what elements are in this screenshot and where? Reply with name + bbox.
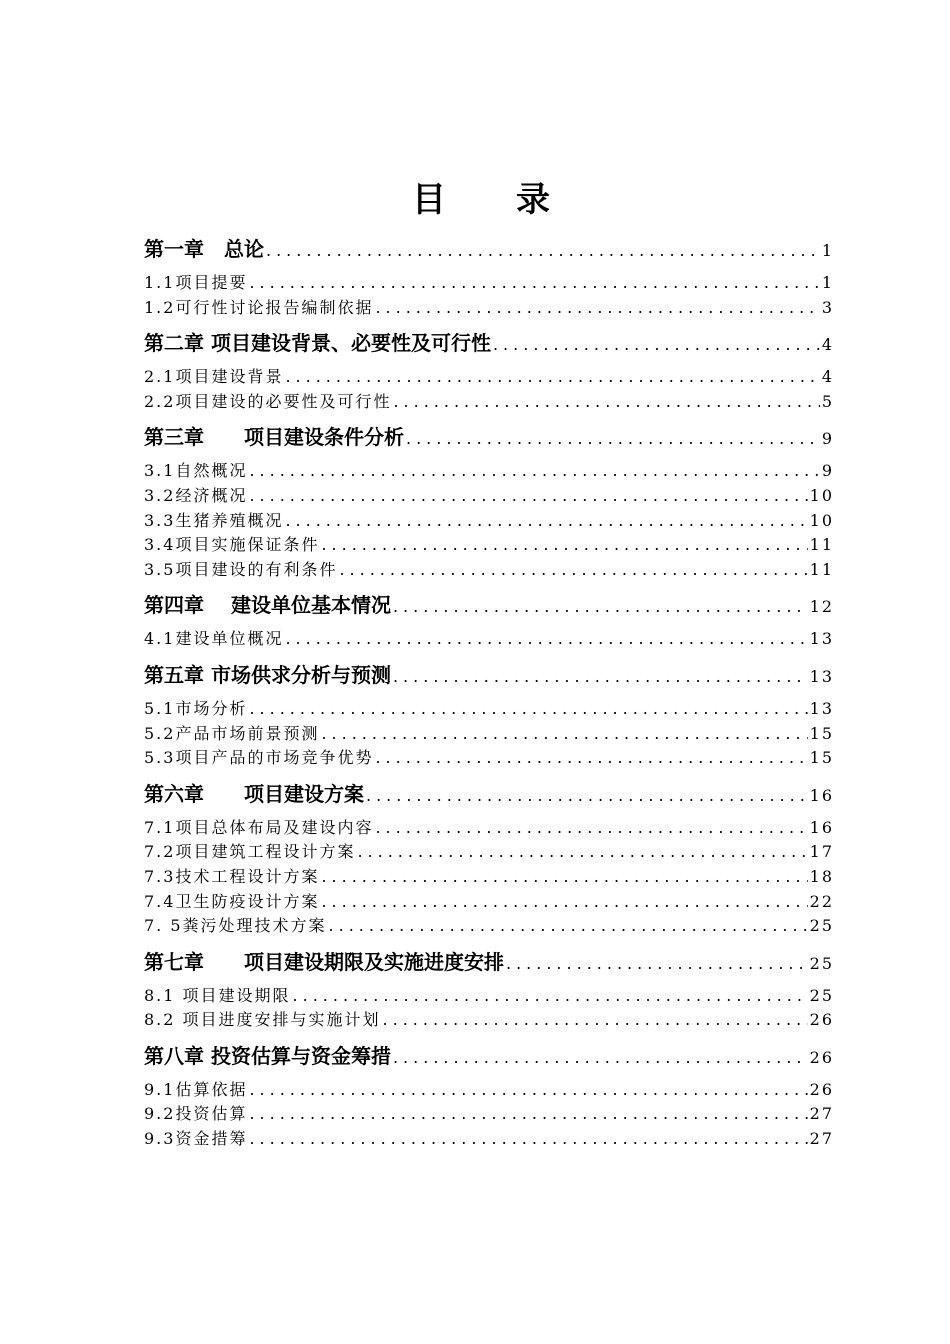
toc-page-number: 17 <box>809 842 834 862</box>
toc-page-number: 27 <box>809 1129 834 1149</box>
toc-page-number: 26 <box>809 1010 834 1030</box>
toc-entry-text: 3.1自然概况 <box>144 461 248 481</box>
toc-entry-text: 第四章 建设单位基本情况 <box>144 593 391 618</box>
toc-page-number: 9 <box>821 429 834 449</box>
dot-leader <box>357 840 807 865</box>
dot-leader <box>321 865 807 890</box>
toc-entry-text: 5.2产品市场前景预测 <box>144 723 320 743</box>
toc-section-entry[interactable] <box>144 459 834 484</box>
dot-leader <box>321 722 807 747</box>
toc-entry-text: 8.2 项目进度安排与实施计划 <box>144 1010 381 1030</box>
toc-section-entry[interactable] <box>144 840 834 865</box>
toc-entry-text: 7.1项目总体布局及建设内容 <box>144 817 374 837</box>
dot-leader <box>249 1127 807 1152</box>
toc-page-number: 26 <box>809 1079 834 1099</box>
dot-leader <box>285 627 807 652</box>
dot-leader <box>249 1102 807 1127</box>
toc-entry-text: 第八章 投资估算与资金筹措 <box>144 1043 391 1068</box>
dot-leader <box>249 271 819 296</box>
dot-leader <box>375 816 807 841</box>
toc-entry-text: 3.3生猪养殖概况 <box>144 510 284 530</box>
dot-leader <box>393 664 808 690</box>
dot-leader <box>249 1078 807 1103</box>
toc-page-number: 3 <box>821 297 834 317</box>
toc-section-entry[interactable] <box>144 984 834 1009</box>
toc-page-number: 9 <box>821 461 834 481</box>
toc-page-number: 13 <box>809 629 834 649</box>
toc-section-entry[interactable] <box>144 390 834 415</box>
toc-page-number: 15 <box>809 748 834 768</box>
toc-section-entry[interactable] <box>144 509 834 534</box>
dot-leader <box>266 238 820 264</box>
toc-entry-text: 第六章 项目建设方案 <box>144 781 364 806</box>
dot-leader <box>366 783 808 809</box>
toc-chapter-entry[interactable] <box>144 781 834 807</box>
toc-section-entry[interactable] <box>144 1008 834 1033</box>
toc-page-number: 15 <box>809 723 834 743</box>
toc-page-number: 22 <box>809 891 834 911</box>
dot-leader <box>285 509 807 534</box>
dot-leader <box>506 951 808 977</box>
toc-page-number: 11 <box>809 559 834 579</box>
toc-entry-text: 第三章 项目建设条件分析 <box>144 425 404 450</box>
toc-entry-text: 第七章 项目建设期限及实施进度安排 <box>144 949 504 974</box>
dot-leader <box>493 332 820 358</box>
toc-entry-text: 7. 5粪污处理技术方案 <box>144 916 327 936</box>
dot-leader <box>406 426 820 452</box>
toc-entry-text: 5.3项目产品的市场竞争优势 <box>144 748 374 768</box>
toc-section-entry[interactable] <box>144 558 834 583</box>
toc-page-number: 11 <box>809 535 834 555</box>
toc-page-number: 25 <box>809 953 834 973</box>
toc-entry-text: 第二章 项目建设背景、必要性及可行性 <box>144 331 491 356</box>
dot-leader <box>285 365 819 390</box>
toc-page-number: 16 <box>809 785 834 805</box>
toc-page-number: 4 <box>821 367 834 387</box>
toc-page-number: 1 <box>821 241 834 260</box>
dot-leader <box>339 558 807 583</box>
dot-leader <box>321 533 807 558</box>
toc-chapter-entry[interactable] <box>144 424 834 450</box>
dot-leader <box>249 459 819 484</box>
toc-entry-text: 第一章 总论 <box>144 237 264 261</box>
dot-leader <box>393 390 819 415</box>
dot-leader <box>393 1045 808 1071</box>
toc-section-entry[interactable] <box>144 296 834 321</box>
toc-entry-text: 3.2经济概况 <box>144 485 248 505</box>
dot-leader <box>383 1008 808 1033</box>
toc-entry-text: 9.2投资估算 <box>144 1104 248 1124</box>
toc-entry-text: 1.2可行性讨论报告编制依据 <box>144 297 374 317</box>
toc-title: 目 录 <box>412 180 568 220</box>
dot-leader <box>329 914 808 939</box>
toc-page-number: 25 <box>809 916 834 936</box>
dot-leader <box>293 984 808 1009</box>
dot-leader <box>393 594 808 620</box>
toc-page-number: 13 <box>809 666 834 686</box>
toc-page-number: 18 <box>809 866 834 886</box>
toc-page-number: 1 <box>821 273 834 292</box>
dot-leader <box>375 296 819 321</box>
dot-leader <box>375 746 807 771</box>
toc-section-entry[interactable] <box>144 816 834 841</box>
toc-section-entry[interactable] <box>144 722 834 747</box>
table-of-contents <box>144 236 834 1152</box>
toc-section-entry[interactable] <box>144 1127 834 1152</box>
toc-entry-text: 9.3资金措筹 <box>144 1129 248 1149</box>
toc-entry-text: 5.1市场分析 <box>144 698 248 718</box>
toc-entry-text: 4.1建设单位概况 <box>144 629 284 649</box>
toc-chapter-entry[interactable] <box>144 592 834 618</box>
toc-entry-text: 7.3技术工程设计方案 <box>144 866 320 886</box>
toc-section-entry[interactable] <box>144 890 834 915</box>
toc-page-number: 10 <box>809 485 834 505</box>
toc-entry-text: 8.1 项目建设期限 <box>144 985 291 1005</box>
toc-entry-text: 9.1估算依据 <box>144 1079 248 1099</box>
toc-entry-text: 第五章 市场供求分析与预测 <box>144 662 391 687</box>
toc-section-entry[interactable] <box>144 697 834 722</box>
dot-leader <box>321 890 807 915</box>
toc-section-entry[interactable] <box>144 484 834 509</box>
dot-leader <box>249 484 807 509</box>
toc-page-number: 26 <box>809 1047 834 1067</box>
toc-entry-text: 7.4卫生防疫设计方案 <box>144 891 320 911</box>
toc-section-entry[interactable] <box>144 365 834 390</box>
toc-entry-text: 2.1项目建设背景 <box>144 367 284 387</box>
toc-page-number: 12 <box>809 597 834 617</box>
toc-page-number: 4 <box>821 335 834 355</box>
toc-page-number: 10 <box>809 510 834 530</box>
toc-chapter-entry[interactable] <box>144 1043 834 1069</box>
toc-entry-text: 3.5项目建设的有利条件 <box>144 559 338 579</box>
toc-entry-text: 1.1项目提要 <box>144 273 248 292</box>
toc-entry-text: 7.2项目建筑工程设计方案 <box>144 842 356 862</box>
toc-page-number: 25 <box>809 985 834 1005</box>
toc-section-entry[interactable] <box>144 1078 834 1103</box>
toc-section-entry[interactable] <box>144 627 834 652</box>
toc-section-entry[interactable] <box>144 533 834 558</box>
toc-page-number: 27 <box>809 1104 834 1124</box>
toc-chapter-entry[interactable] <box>144 330 834 356</box>
toc-section-entry[interactable] <box>144 746 834 771</box>
toc-chapter-entry[interactable] <box>144 949 834 975</box>
toc-page-number: 16 <box>809 817 834 837</box>
dot-leader <box>249 697 807 722</box>
toc-page-number: 5 <box>821 391 834 411</box>
toc-page-number: 13 <box>809 698 834 718</box>
toc-entry-text: 3.4项目实施保证条件 <box>144 535 320 555</box>
toc-section-entry[interactable] <box>144 865 834 890</box>
toc-section-entry[interactable] <box>144 1102 834 1127</box>
toc-section-entry[interactable] <box>144 271 834 296</box>
toc-chapter-entry[interactable] <box>144 662 834 688</box>
toc-section-entry[interactable] <box>144 914 834 939</box>
toc-chapter-entry[interactable] <box>144 236 834 262</box>
toc-entry-text: 2.2项目建设的必要性及可行性 <box>144 391 392 411</box>
